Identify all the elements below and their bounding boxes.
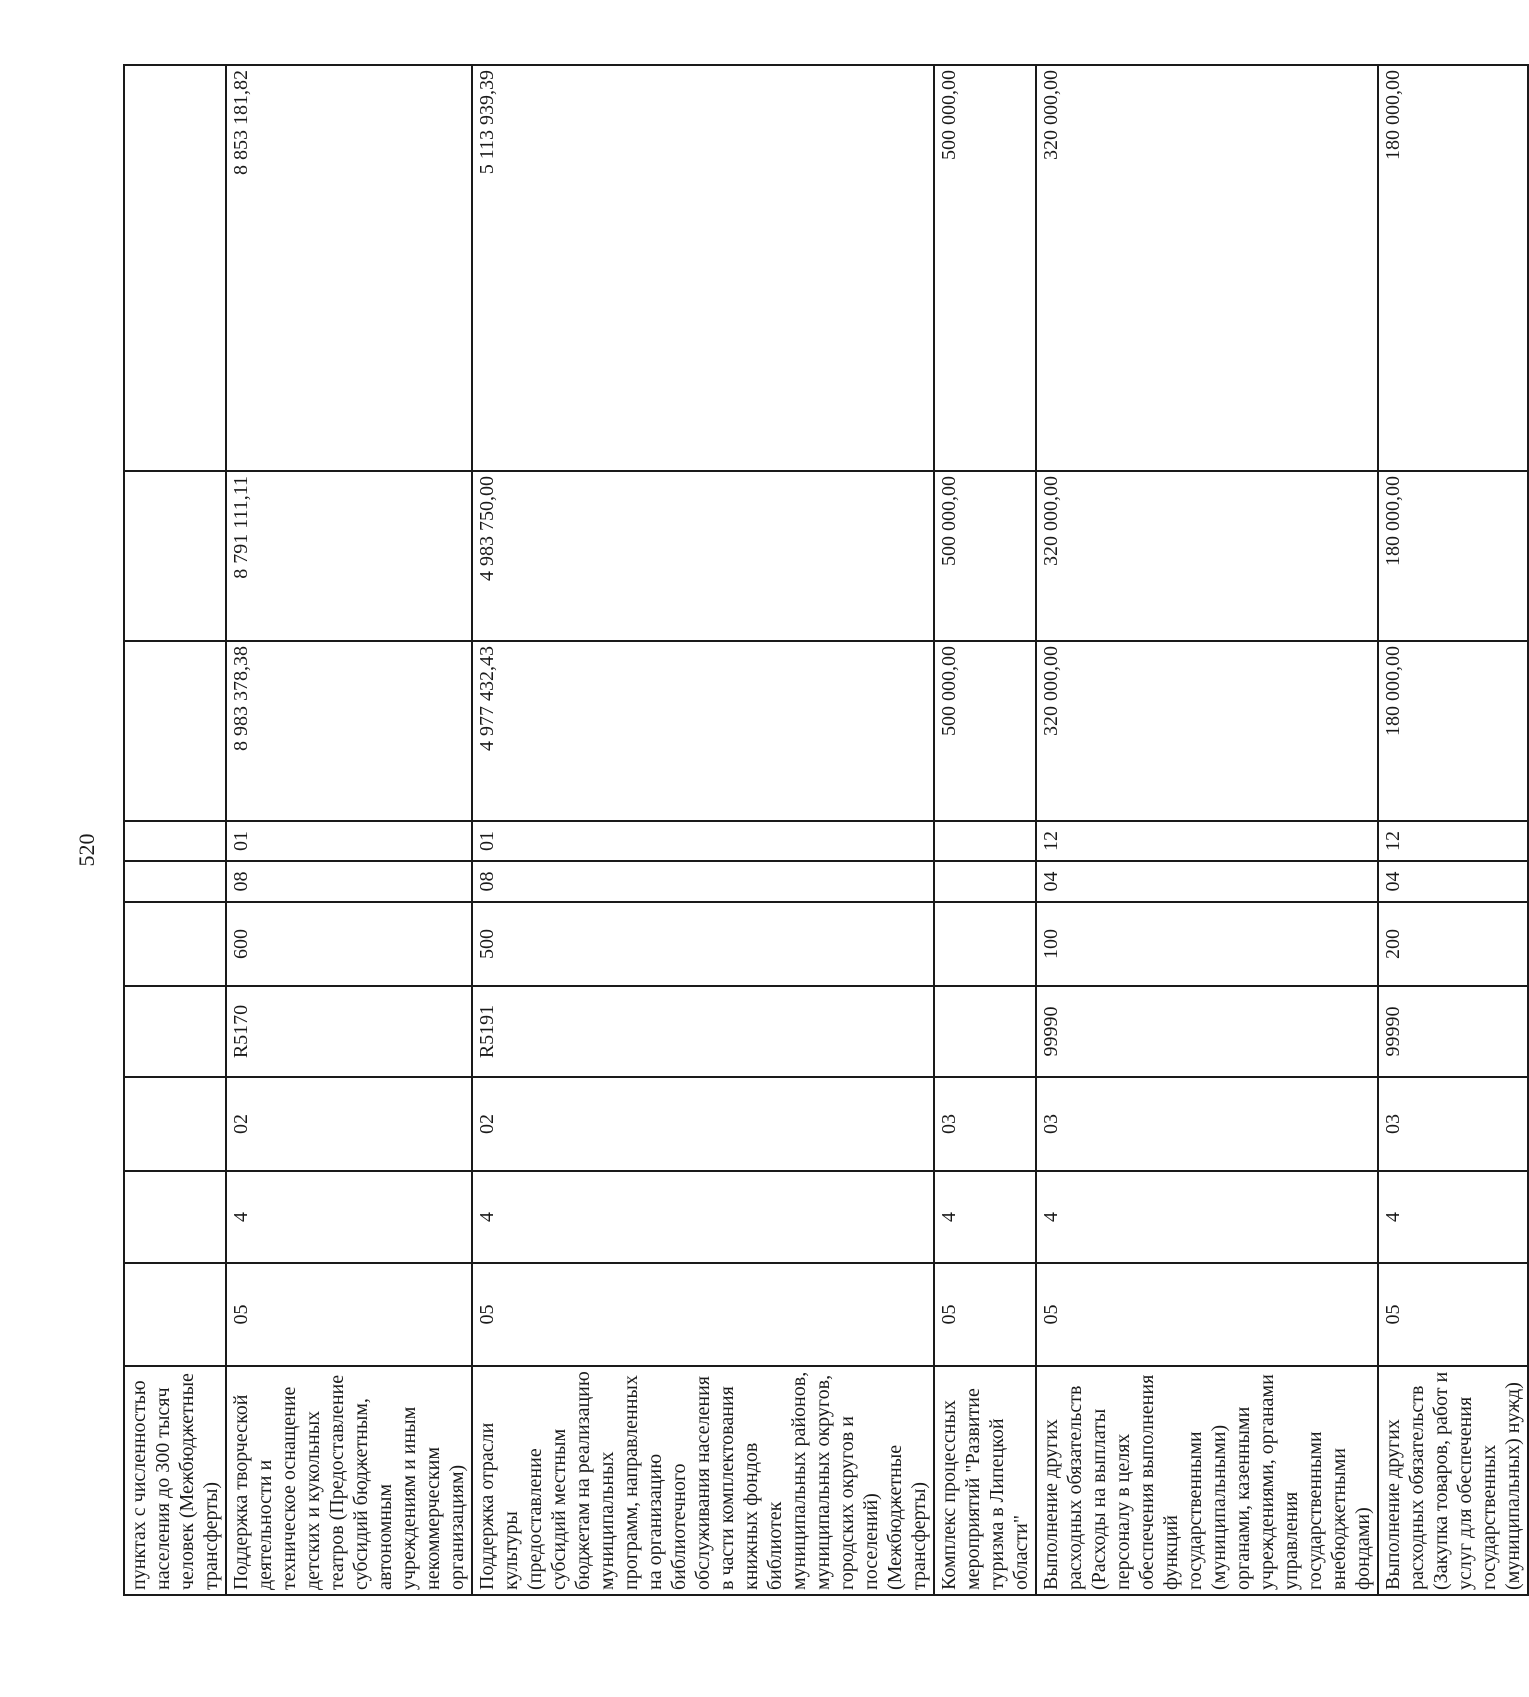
cell-code-3: 03 xyxy=(1378,1077,1528,1171)
cell-code-4: R5191 xyxy=(472,986,934,1077)
cell-code-1 xyxy=(124,1263,226,1366)
cell-value-2: 8 791 111,11 xyxy=(226,471,472,641)
cell-code-7: 12 xyxy=(1036,821,1378,861)
cell-value-3: 180 000,00 xyxy=(1378,65,1528,471)
cell-code-4: 99990 xyxy=(1036,986,1378,1077)
cell-code-2 xyxy=(124,1171,226,1263)
cell-code-1: 05 xyxy=(1036,1263,1378,1366)
cell-value-1 xyxy=(124,641,226,821)
cell-code-4: 99990 xyxy=(1378,986,1528,1077)
cell-code-2: 4 xyxy=(226,1171,472,1263)
cell-code-6 xyxy=(934,861,1036,902)
rotated-table-wrapper xyxy=(123,66,1524,1596)
cell-code-3: 03 xyxy=(1036,1077,1378,1171)
cell-value-3: 320 000,00 xyxy=(1036,65,1378,471)
cell-code-1: 05 xyxy=(472,1263,934,1366)
cell-code-4 xyxy=(934,986,1036,1077)
row-name: пунктах с численностью населения до 300 тысяч человек (Межбюджетные трансферты) xyxy=(124,1366,226,1595)
row-name: Выполнение других расходных обязательств (Расходы на выплаты персоналу в целях обеспечения выполнения функций государственными (муниципальными) органами, казенными учреждениями, органами управления государственными внебюджетными фондами) xyxy=(1036,1366,1378,1595)
cell-value-3: 500 000,00 xyxy=(934,65,1036,471)
table-row xyxy=(124,65,226,1595)
cell-code-3: 02 xyxy=(226,1077,472,1171)
cell-code-6: 08 xyxy=(226,861,472,902)
cell-code-7: 01 xyxy=(226,821,472,861)
cell-code-6: 04 xyxy=(1036,861,1378,902)
table-row xyxy=(934,65,1036,1595)
cell-code-5: 600 xyxy=(226,902,472,986)
cell-code-7 xyxy=(934,821,1036,861)
cell-code-5 xyxy=(124,902,226,986)
cell-code-5: 500 xyxy=(472,902,934,986)
cell-code-3: 02 xyxy=(472,1077,934,1171)
cell-code-1: 05 xyxy=(934,1263,1036,1366)
cell-value-1: 320 000,00 xyxy=(1036,641,1378,821)
cell-value-2 xyxy=(124,471,226,641)
cell-code-3: 03 xyxy=(934,1077,1036,1171)
cell-value-1: 180 000,00 xyxy=(1378,641,1528,821)
cell-code-3 xyxy=(124,1077,226,1171)
cell-code-4 xyxy=(124,986,226,1077)
cell-code-4: R5170 xyxy=(226,986,472,1077)
cell-code-7: 01 xyxy=(472,821,934,861)
cell-value-3: 5 113 939,39 xyxy=(472,65,934,471)
row-name: Комплекс процессных мероприятий "Развитие туризма в Липецкой области" xyxy=(934,1366,1036,1595)
cell-value-2: 180 000,00 xyxy=(1378,471,1528,641)
cell-code-2: 4 xyxy=(1378,1171,1528,1263)
cell-code-7: 12 xyxy=(1378,821,1528,861)
cell-value-1: 500 000,00 xyxy=(934,641,1036,821)
cell-value-1: 4 977 432,43 xyxy=(472,641,934,821)
cell-code-7 xyxy=(124,821,226,861)
table-row xyxy=(226,65,472,1595)
row-name: Поддержка отрасли культуры (предоставление субсидий местным бюджетам на реализацию муниципальных программ, направленных на организацию библиотечного обслуживания населения в части комплектования книжных фондов библиотек муниципальных районов, муниципальных округов, городских округов и поселений) (Межбюджетные трансферты) xyxy=(472,1366,934,1595)
cell-code-6: 08 xyxy=(472,861,934,902)
cell-value-3 xyxy=(124,65,226,471)
page-number: 520 xyxy=(74,833,99,867)
cell-code-6: 04 xyxy=(1378,861,1528,902)
cell-value-3: 8 853 181,82 xyxy=(226,65,472,471)
cell-code-1: 05 xyxy=(226,1263,472,1366)
cell-code-6 xyxy=(124,861,226,902)
table-row xyxy=(1036,65,1378,1595)
cell-code-1: 05 xyxy=(1378,1263,1528,1366)
cell-code-2: 4 xyxy=(934,1171,1036,1263)
row-name: Выполнение других расходных обязательств (Закупка товаров, работ и услуг для обеспечения государственных (муниципальных) нужд) xyxy=(1378,1366,1528,1595)
cell-value-2: 500 000,00 xyxy=(934,471,1036,641)
cell-code-5: 200 xyxy=(1378,902,1528,986)
cell-value-2: 4 983 750,00 xyxy=(472,471,934,641)
cell-code-2: 4 xyxy=(472,1171,934,1263)
cell-code-5 xyxy=(934,902,1036,986)
budget-table xyxy=(123,64,1529,1596)
table-row xyxy=(472,65,934,1595)
cell-value-2: 320 000,00 xyxy=(1036,471,1378,641)
cell-value-1: 8 983 378,38 xyxy=(226,641,472,821)
row-name: Поддержка творческой деятельности и техническое оснащение детских и кукольных театров (Предоставление субсидий бюджетным, автономным учреждениям и иным некоммерческим организациям) xyxy=(226,1366,472,1595)
cell-code-2: 4 xyxy=(1036,1171,1378,1263)
cell-code-5: 100 xyxy=(1036,902,1378,986)
table-row xyxy=(1378,65,1528,1595)
